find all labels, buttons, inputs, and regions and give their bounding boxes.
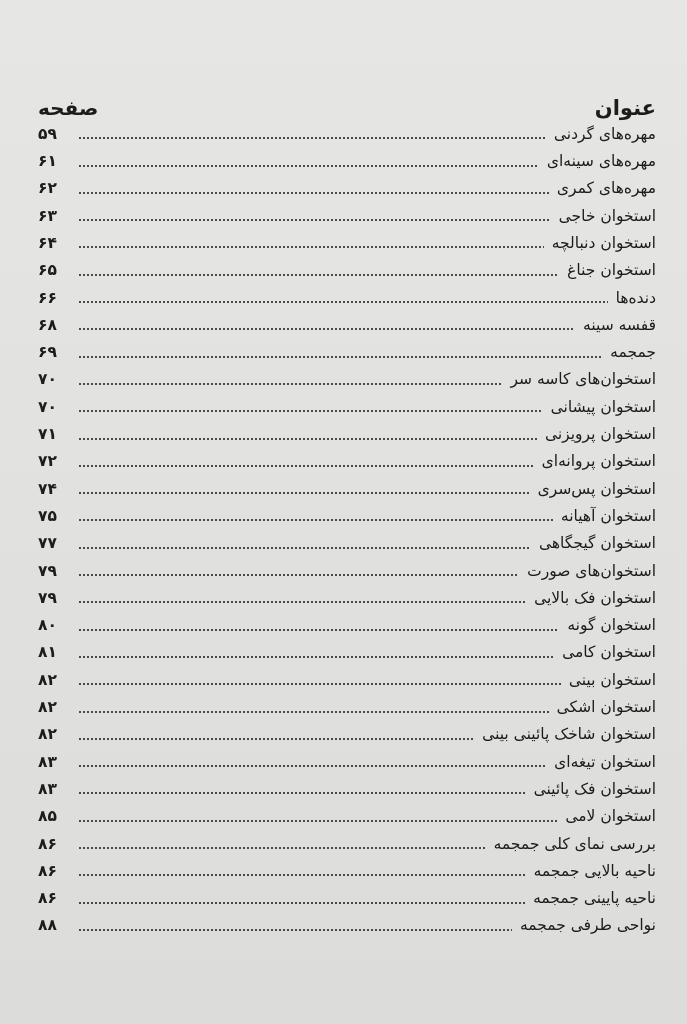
dot-leader xyxy=(78,383,503,385)
dot-leader xyxy=(78,601,526,603)
dot-leader xyxy=(78,519,553,521)
dot-leader xyxy=(78,683,561,685)
toc-entry-title: استخوان پیشانی xyxy=(550,397,656,416)
toc-list xyxy=(38,118,656,937)
toc-entry-page-number: ۷۵ xyxy=(38,506,57,525)
toc-entry-page-number: ۶۳ xyxy=(38,206,57,225)
toc-entry xyxy=(38,773,656,800)
title-column-heading: عنوان xyxy=(594,96,656,120)
toc-entry xyxy=(38,309,656,336)
toc-entry-title: استخوان بینی xyxy=(568,670,656,689)
toc-entry xyxy=(38,473,656,500)
dot-leader xyxy=(78,492,530,494)
dot-leader xyxy=(78,328,575,330)
toc-entry xyxy=(38,418,656,445)
toc-entry-page-number: ۸۲ xyxy=(38,670,57,689)
toc-entry xyxy=(38,609,656,636)
toc-entry-title: استخوان اشکی xyxy=(556,698,656,717)
toc-entry-title: استخوان شاخک پائینی بینی xyxy=(482,725,656,744)
toc-entry-title: استخوان فک بالایی xyxy=(534,588,656,607)
toc-entry xyxy=(38,227,656,254)
dot-leader xyxy=(78,137,546,139)
toc-entry-page-number: ۷۰ xyxy=(38,370,57,389)
toc-entry xyxy=(38,746,656,773)
toc-entry-page-number: ۸۰ xyxy=(38,616,57,635)
toc-entry xyxy=(38,555,656,582)
dot-leader xyxy=(78,356,602,358)
dot-leader xyxy=(78,711,549,713)
dot-leader xyxy=(78,274,559,276)
dot-leader xyxy=(78,738,474,740)
toc-entry-page-number: ۵۹ xyxy=(38,124,57,143)
toc-entry-page-number: ۸۳ xyxy=(38,779,57,798)
toc-entry-title: استخوان پس‌سری xyxy=(537,479,656,498)
toc-entry-page-number: ۷۹ xyxy=(38,588,57,607)
toc-entry-title: دنده‌ها xyxy=(615,288,656,307)
toc-entry-title: استخوان تیغه‌ای xyxy=(554,752,656,771)
dot-leader xyxy=(78,465,534,467)
toc-entry-page-number: ۸۶ xyxy=(38,889,57,908)
toc-entry xyxy=(38,882,656,909)
toc-entry xyxy=(38,691,656,718)
toc-entry-page-number: ۸۳ xyxy=(38,752,57,771)
toc-entry xyxy=(38,364,656,391)
toc-entry-title: مهره‌های کمری xyxy=(556,179,656,198)
toc-entry-page-number: ۶۹ xyxy=(38,343,57,362)
toc-entry-title: مهره‌های سینه‌ای xyxy=(546,152,656,171)
dot-leader xyxy=(78,301,608,303)
toc-entry-page-number: ۷۱ xyxy=(38,425,57,444)
toc-entry-title: قفسه سینه xyxy=(583,315,656,334)
toc-entry-page-number: ۷۹ xyxy=(38,561,57,580)
toc-entry-title: استخوان‌های صورت xyxy=(527,561,656,580)
toc-entry-page-number: ۶۴ xyxy=(38,233,57,252)
toc-entry-page-number: ۷۰ xyxy=(38,397,57,416)
toc-entry xyxy=(38,582,656,609)
dot-leader xyxy=(78,438,537,440)
toc-entry-title: بررسی نمای کلی جمجمه xyxy=(493,834,656,853)
dot-leader xyxy=(78,902,525,904)
toc-entry-page-number: ۷۲ xyxy=(38,452,57,471)
dot-leader xyxy=(78,929,512,931)
dot-leader xyxy=(78,219,551,221)
toc-entry xyxy=(38,254,656,281)
toc-entry xyxy=(38,719,656,746)
dot-leader xyxy=(78,246,544,248)
dot-leader xyxy=(78,847,486,849)
toc-entry-page-number: ۷۷ xyxy=(38,534,57,553)
toc-entry-title: ناحیه پایینی جمجمه xyxy=(533,889,656,908)
toc-entry xyxy=(38,118,656,145)
toc-entry xyxy=(38,446,656,473)
toc-entry-page-number: ۸۶ xyxy=(38,834,57,853)
toc-entry-title: نواحی طرفی جمجمه xyxy=(519,916,656,935)
toc-entry-page-number: ۸۱ xyxy=(38,643,57,662)
toc-entry xyxy=(38,910,656,937)
toc-entry-title: استخوان گیجگاهی xyxy=(538,534,656,553)
dot-leader xyxy=(78,874,526,876)
dot-leader xyxy=(78,574,519,576)
toc-entry xyxy=(38,336,656,363)
toc-entry-title: استخوان لامی xyxy=(565,807,656,826)
toc-entry xyxy=(38,282,656,309)
dot-leader xyxy=(78,547,531,549)
toc-entry-page-number: ۶۵ xyxy=(38,261,57,280)
toc-entry xyxy=(38,637,656,664)
toc-entry xyxy=(38,200,656,227)
toc-entry-page-number: ۶۶ xyxy=(38,288,57,307)
toc-entry xyxy=(38,855,656,882)
toc-entry-page-number: ۸۵ xyxy=(38,807,57,826)
toc-entry-title: استخوان پروانه‌ای xyxy=(541,452,656,471)
toc-entry-title: جمجمه xyxy=(610,343,656,362)
dot-leader xyxy=(78,792,526,794)
page-column-heading: صفحه xyxy=(38,96,99,120)
toc-entry-title: استخوان جناغ xyxy=(567,261,656,280)
toc-entry xyxy=(38,800,656,827)
toc-entry-page-number: ۸۲ xyxy=(38,698,57,717)
toc-header xyxy=(38,86,656,120)
toc-entry xyxy=(38,173,656,200)
dot-leader xyxy=(78,629,559,631)
dot-leader xyxy=(78,192,549,194)
toc-entry-title: استخوان‌های کاسه سر xyxy=(510,370,656,389)
toc-entry-title: استخوان کامی xyxy=(562,643,656,662)
dot-leader xyxy=(78,765,546,767)
toc-entry-title: مهره‌های گردنی xyxy=(553,124,656,143)
toc-entry-title: استخوان آهیانه xyxy=(560,506,656,525)
toc-entry-page-number: ۸۸ xyxy=(38,916,57,935)
dot-leader xyxy=(78,820,557,822)
toc-entry-title: استخوان پرویزنی xyxy=(544,425,656,444)
toc-entry-title: استخوان گونه xyxy=(567,616,656,635)
toc-entry-page-number: ۸۶ xyxy=(38,861,57,880)
toc-entry xyxy=(38,664,656,691)
toc-entry xyxy=(38,391,656,418)
toc-entry xyxy=(38,145,656,172)
toc-entry xyxy=(38,500,656,527)
toc-entry-title: استخوان دنبالچه xyxy=(551,233,656,252)
toc-entry-page-number: ۶۲ xyxy=(38,179,57,198)
toc-entry-title: استخوان خاجی xyxy=(558,206,656,225)
toc-entry xyxy=(38,828,656,855)
toc-entry-page-number: ۷۴ xyxy=(38,479,57,498)
toc-entry-page-number: ۶۱ xyxy=(38,152,57,171)
dot-leader xyxy=(78,656,554,658)
toc-entry-title: ناحیه بالایی جمجمه xyxy=(533,861,656,880)
toc-entry-page-number: ۸۲ xyxy=(38,725,57,744)
dot-leader xyxy=(78,410,543,412)
dot-leader xyxy=(78,165,539,167)
toc-entry-page-number: ۶۸ xyxy=(38,315,57,334)
toc-entry-title: استخوان فک پائینی xyxy=(533,779,656,798)
toc-entry xyxy=(38,527,656,554)
